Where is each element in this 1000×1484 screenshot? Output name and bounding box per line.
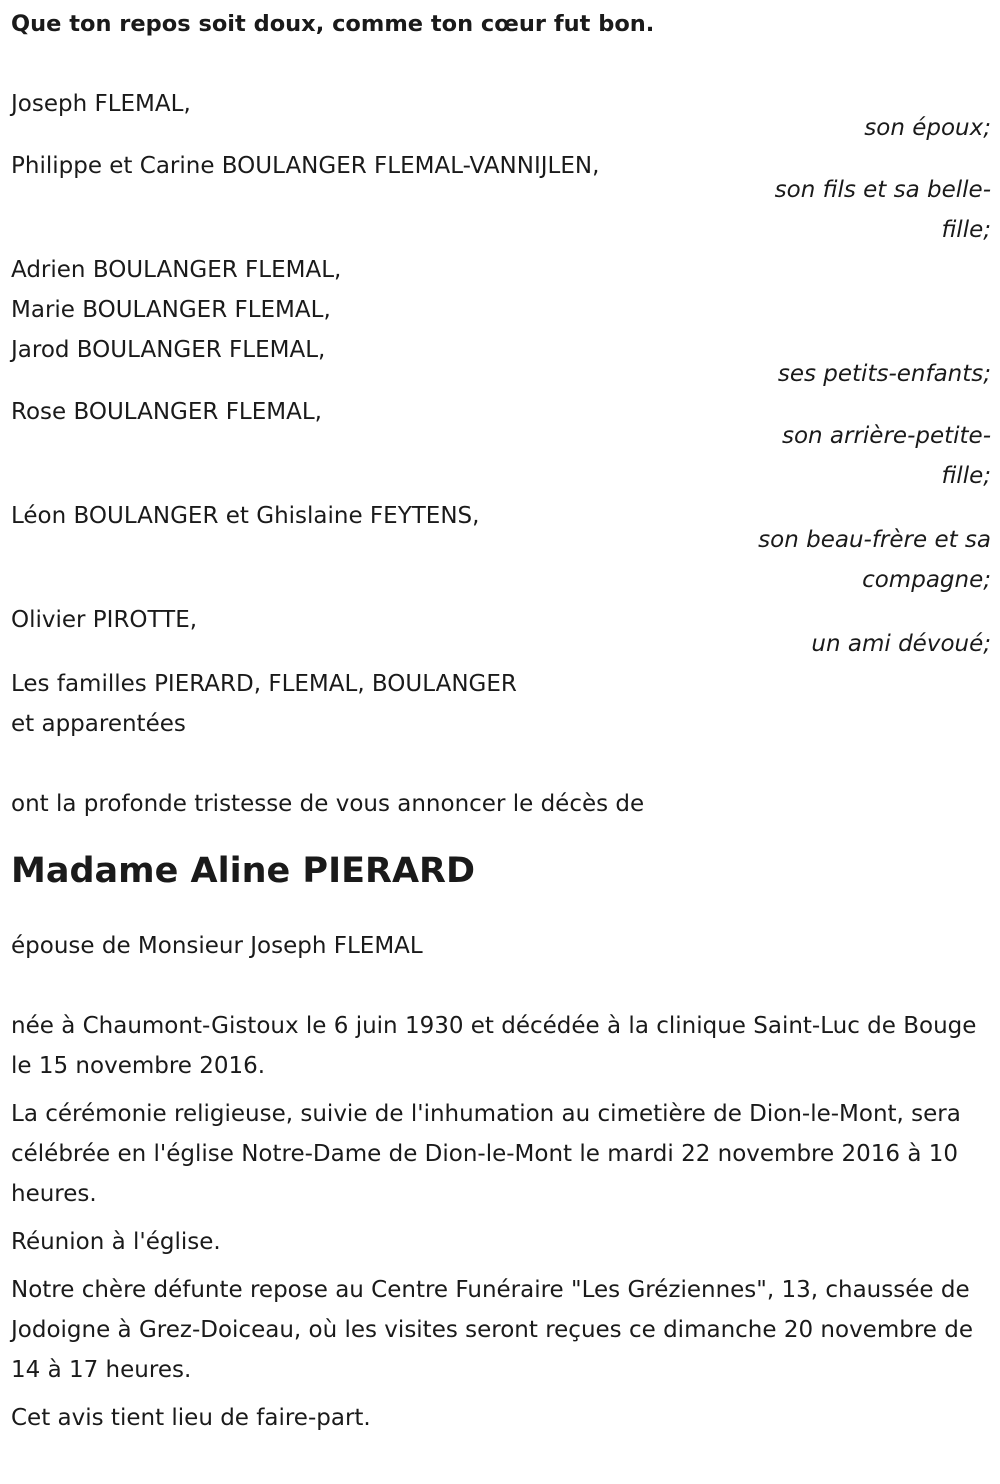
- gathering-paragraph: Réunion à l'église.: [11, 1229, 221, 1255]
- family-name: Olivier PIROTTE,: [11, 607, 198, 633]
- announcement: ont la profonde tristesse de vous annoncer le décès de: [11, 791, 645, 817]
- family-role: son époux;: [864, 115, 991, 141]
- family-role: un ami dévoué;: [811, 631, 991, 657]
- family-role: [731, 520, 991, 600]
- family-name: Marie BOULANGER FLEMAL,: [11, 297, 331, 323]
- family-name: Joseph FLEMAL,: [11, 91, 191, 117]
- family-role-line: compagne;: [862, 567, 991, 593]
- ceremony-paragraph: La cérémonie religieuse, suivie de l'inhumation au cimetière de Dion-le-Mont, sera célébrée en l'église Notre-Dame de Dion-le-Mont le mardi 22 novembre 2016 à 10 heures.: [11, 1101, 961, 1207]
- family-role-line: fille;: [941, 463, 991, 489]
- birth-death-paragraph: née à Chaumont-Gistoux le 6 juin 1930 et décédée à la clinique Saint-Luc de Bouge le 15 novembre 2016.: [11, 1013, 977, 1079]
- family-name: Philippe et Carine BOULANGER FLEMAL-VANNIJLEN,: [11, 153, 600, 179]
- family-role-line: son beau-frère et sa: [758, 527, 991, 553]
- family-group-son: [11, 146, 991, 250]
- family-group-friend: [11, 600, 991, 664]
- family-name: Rose BOULANGER FLEMAL,: [11, 399, 322, 425]
- family-role: ses petits-enfants;: [777, 361, 991, 387]
- spouse-line: épouse de Monsieur Joseph FLEMAL: [11, 933, 423, 959]
- family-name: Jarod BOULANGER FLEMAL,: [11, 337, 326, 363]
- family-role: [751, 170, 991, 250]
- family-role-line: son fils et sa belle-: [774, 177, 991, 203]
- family-name: Les familles PIERARD, FLEMAL, BOULANGER: [11, 671, 517, 697]
- obituary-notice: [11, 4, 991, 1438]
- family-name: Adrien BOULANGER FLEMAL,: [11, 257, 342, 283]
- epigraph: Que ton repos soit doux, comme ton cœur fut bon.: [11, 11, 655, 37]
- family-group-brother-in-law: [11, 496, 991, 600]
- deceased-name: Madame Aline PIERARD: [11, 851, 476, 891]
- family-role: [751, 416, 991, 496]
- family-role-line: fille;: [941, 217, 991, 243]
- closing-paragraph: Cet avis tient lieu de faire-part.: [11, 1405, 371, 1431]
- family-role-line: son arrière-petite-: [781, 423, 991, 449]
- family-group-families: [11, 664, 991, 744]
- family-name: Léon BOULANGER et Ghislaine FEYTENS,: [11, 503, 480, 529]
- family-name: et apparentées: [11, 711, 186, 737]
- family-group-spouse: [11, 84, 991, 148]
- family-group-great-grandchild: [11, 392, 991, 496]
- family-group-grandchildren: [11, 250, 991, 394]
- funeral-home-paragraph: Notre chère défunte repose au Centre Funéraire "Les Gréziennes", 13, chaussée de Jodoigne à Grez-Doiceau, où les visites seront reçues ce dimanche 20 novembre de 14 à 17 heures.: [11, 1277, 973, 1383]
